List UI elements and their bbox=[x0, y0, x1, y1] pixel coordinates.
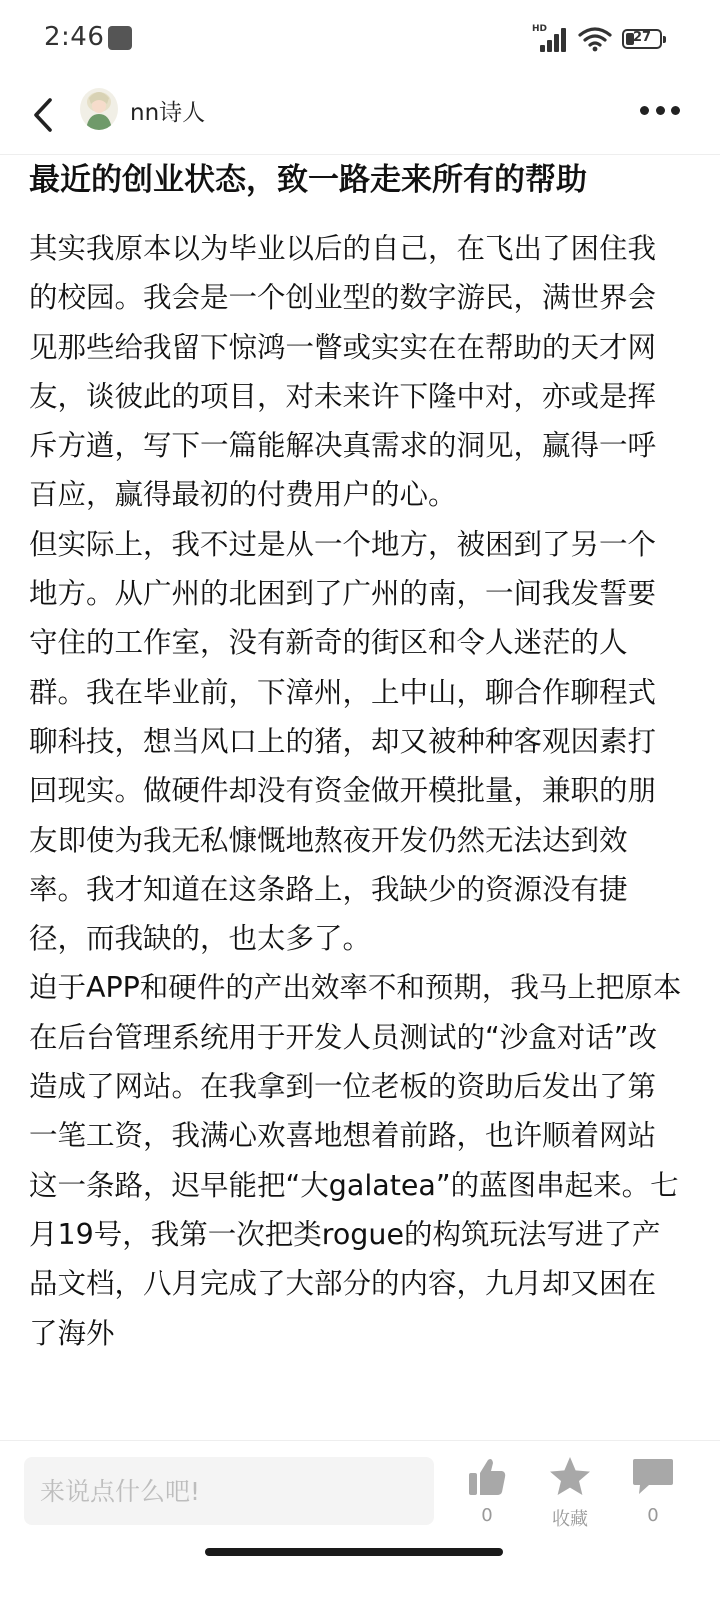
signal-icon bbox=[532, 26, 568, 52]
favorite-button[interactable] bbox=[535, 1455, 605, 1531]
comment-count: 0 bbox=[647, 1505, 659, 1526]
home-indicator[interactable] bbox=[205, 1548, 503, 1556]
avatar[interactable] bbox=[80, 88, 118, 130]
author-name[interactable]: nn诗人 bbox=[130, 100, 206, 126]
favorite-label: 收藏 bbox=[552, 1509, 588, 1530]
battery-icon bbox=[622, 29, 662, 49]
battery-percent: 27 bbox=[632, 30, 652, 45]
article-title: 最近的创业状态，致一路走来所有的帮助 bbox=[29, 162, 587, 198]
network-type-label: HD bbox=[532, 24, 548, 34]
article-header bbox=[0, 78, 720, 155]
comment-input[interactable] bbox=[24, 1457, 434, 1525]
article-paragraph: 迫于APP和硬件的产出效率不和预期，我马上把原本在后台管理系统用于开发人员测试的“沙盒对话”改造成了网站。在我拿到一位老板的资助后发出了第一笔工资，我满心欢喜地想着前路，也许顺着网站这一条路，迟早能把“大galatea”的蓝图串起来。七月19号，我第一次把类rogue的构筑玩法写进了产品文档，八月完成了大部分的内容，九月却又困在了海外 bbox=[29, 971, 682, 1350]
article-paragraph: 其实我原本以为毕业以后的自己，在飞出了困住我的校园。我会是一个创业型的数字游民，满世界会见那些给我留下惊鸿一瞥或实实在在帮助的天才网友，谈彼此的项目，对未来许下隆中对，亦或是挥斥方遒，写下一篇能解决真需求的洞见，赢得一呼百应，赢得最初的付费用户的心。 bbox=[29, 232, 657, 512]
article-paragraph: 但实际上，我不过是从一个地方，被困到了另一个地方。从广州的北困到了广州的南，一间我发誓要守住的工作室，没有新奇的街区和令人迷茫的人群。我在毕业前，下漳州，上中山，聊合作聊程式聊科技，想当风口上的猪，却又被种种客观因素打回现实。做硬件却没有资金做开模批量，兼职的朋友即使为我无私慷慨地熬夜开发仍然无法达到效率。我才知道在这条路上，我缺少的资源没有捷径，而我缺的，也太多了。 bbox=[29, 527, 657, 956]
status-bar bbox=[0, 0, 720, 78]
comment-button[interactable] bbox=[618, 1455, 688, 1526]
notification-icon bbox=[108, 26, 132, 50]
back-arrow-icon[interactable] bbox=[26, 92, 66, 138]
thumbs-up-icon bbox=[465, 1455, 509, 1499]
bottom-action-bar bbox=[0, 1440, 720, 1601]
star-icon bbox=[548, 1455, 592, 1499]
wifi-icon bbox=[578, 26, 612, 52]
status-time: 2:46 bbox=[44, 22, 105, 52]
like-button[interactable] bbox=[452, 1455, 522, 1526]
status-icons bbox=[532, 24, 662, 54]
more-icon[interactable] bbox=[640, 106, 680, 118]
comment-icon bbox=[631, 1455, 675, 1499]
like-count: 0 bbox=[481, 1505, 493, 1526]
article-body bbox=[29, 224, 684, 1438]
